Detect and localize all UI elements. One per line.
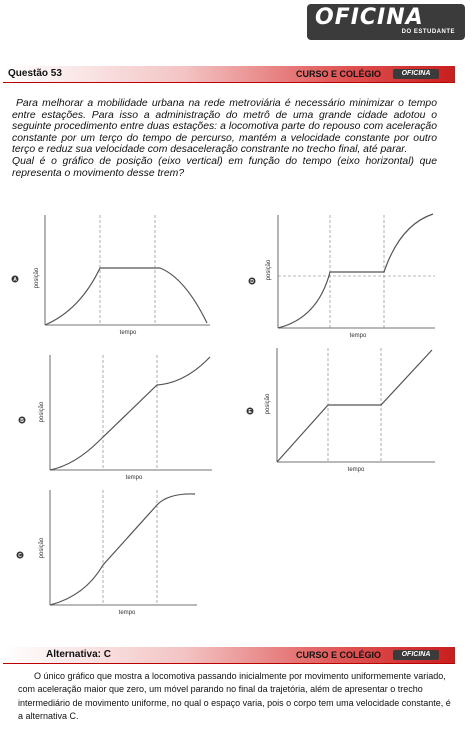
mini-logo: OFICINA [393,650,439,660]
x-axis-label: tempo [118,610,136,616]
option-d-label: D [250,279,254,285]
x-axis-label: tempo [347,467,365,473]
x-axis-label: tempo [125,475,143,481]
x-axis-label: tempo [119,330,137,336]
course-label: CURSO E COLÉGIO [295,650,381,660]
option-a-label: A [13,277,17,283]
answer-label: Alternativa: C [46,649,112,660]
answer-header-bar [3,647,455,664]
y-axis-label: posição [34,267,40,289]
option-e-label: E [248,409,252,415]
mini-logo: OFICINA [393,69,439,79]
graph-option-b [19,355,213,481]
y-axis-label: posição [39,401,45,423]
x-axis-label: tempo [349,333,367,339]
logo-brand: OFICINA [315,5,424,30]
question-statement: Para melhorar a mobilidade urbana na rede metroviária é necessário minimizar o tempo entre estações. Para isso a administração do metrô de uma grande cidade adotou o seguinte procedimento entre duas estações: a locomotiva parte do repouso com aceleração constante por um terço do tempo de percurso, mantém a velocidade constante por outro terço e reduz sua velocidade com desaceleração constrante no trecho final, até parar. [12,98,437,156]
question-prompt: Qual é o gráfico de posição (eixo vertical) em função do tempo (eixo horizontal) que representa o movimento desse trem? [12,155,437,179]
answer-text: O único gráfico que mostra a locomotiva passando inicialmente por movimento uniformemente variado, com aceleração maior que zero, um móvel parando no final da trajetória, além de apresentar o trecho intermediário de movimento uniforme, no qual o espaço varia, pois o corpo tem uma velocidade constante, é a alternativa C. [18,671,451,721]
answer-explanation [18,670,458,723]
question-number: Questão 53 [8,68,62,79]
y-axis-label: posição [265,393,271,415]
logo-tagline: DO ESTUDANTE [401,29,455,35]
graph-option-a [12,215,211,336]
y-axis-label: posição [39,537,45,559]
course-label: CURSO E COLÉGIO [295,69,381,79]
graph-option-c [17,490,198,616]
graph-option-d [249,214,436,339]
graph-option-e [247,348,436,473]
option-b-label: B [20,418,24,424]
option-c-label: C [18,553,22,559]
y-axis-label: posição [266,259,272,281]
